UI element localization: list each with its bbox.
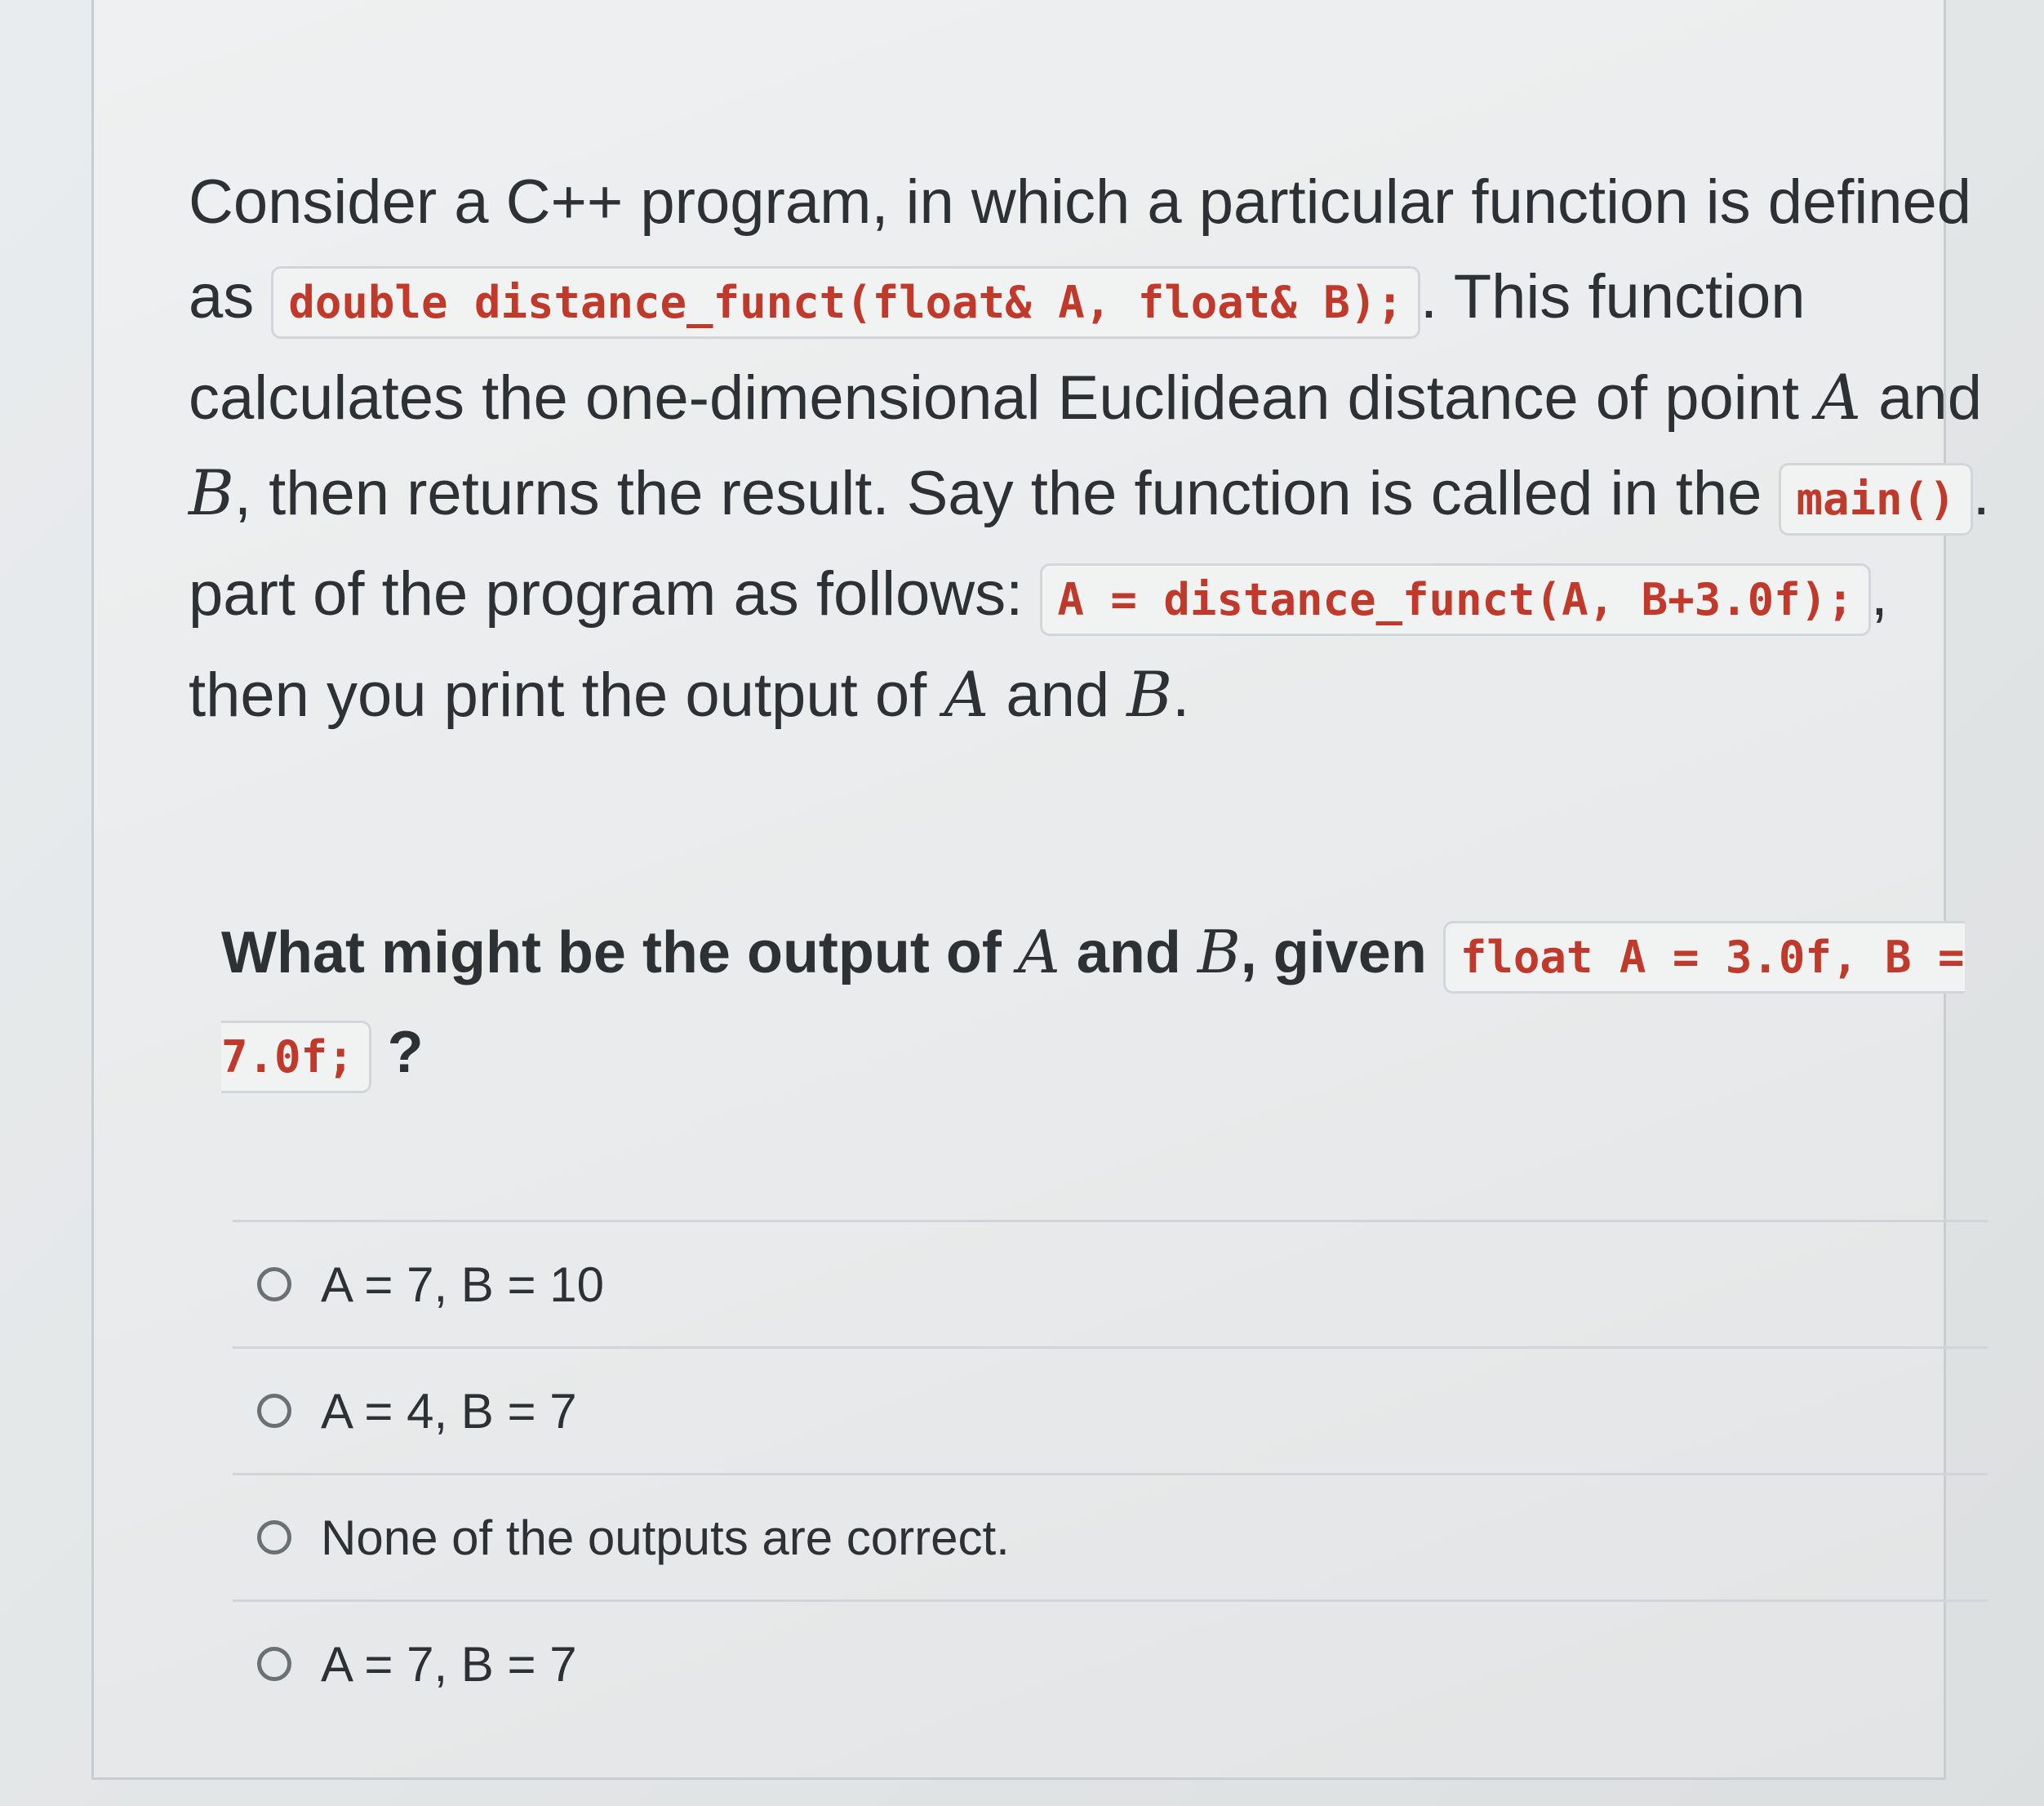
variable-b: B [1126, 658, 1173, 731]
question-text-part: and [1861, 363, 1982, 433]
variable-a: A [1017, 918, 1060, 986]
variable-a: A [944, 658, 989, 731]
answer-options [233, 1220, 1988, 1726]
variable-b: B [189, 456, 234, 529]
question-text-part: , then returns the result. Say the function is called in the [233, 459, 1780, 528]
prompt-text: ? [371, 1020, 424, 1085]
prompt-text: , given [1240, 920, 1443, 985]
prompt-text: and [1060, 920, 1198, 985]
radio-button-icon[interactable] [257, 1394, 291, 1428]
prompt-text: What might be the output of [221, 920, 1018, 985]
given-values-code: float A = 3.0f, B = 7.0f; [221, 921, 1965, 1093]
radio-button-icon[interactable] [257, 1647, 291, 1681]
question-text-part: , then you print the output of [189, 559, 1888, 730]
function-call-code: A = distance_funct(A, B+3.0f); [1040, 563, 1870, 636]
quiz-question-card [91, 0, 1990, 1780]
variable-a: A [1816, 361, 1862, 434]
question-text-part: . [1172, 661, 1190, 730]
question-intro-text: Consider a C++ program, in which a particular function is defined as [189, 167, 1972, 331]
answer-option-4[interactable] [233, 1599, 1988, 1726]
question-text-part: and [989, 661, 1127, 730]
radio-button-icon[interactable] [257, 1520, 291, 1555]
question-text [189, 155, 2001, 743]
radio-button-icon[interactable] [257, 1267, 291, 1301]
answer-option-3[interactable] [233, 1473, 1988, 1599]
answer-label: A = 7, B = 10 [321, 1257, 604, 1312]
answer-label: A = 7, B = 7 [321, 1636, 577, 1692]
answer-label: None of the outputs are correct. [321, 1510, 1010, 1565]
main-function-code: main() [1779, 463, 1972, 536]
function-signature-code: double distance_funct(float& A, float& B); [271, 266, 1420, 339]
question-prompt [221, 905, 1968, 1105]
answer-option-2[interactable] [233, 1346, 1988, 1473]
answer-label: A = 4, B = 7 [321, 1383, 577, 1439]
variable-b: B [1197, 918, 1241, 986]
question-text-part: . This function calculates the one-dimensional Euclidean distance of point [189, 262, 1817, 433]
question-text-part: . part of the program as follows: [189, 459, 1990, 629]
answer-option-1[interactable] [233, 1220, 1988, 1346]
